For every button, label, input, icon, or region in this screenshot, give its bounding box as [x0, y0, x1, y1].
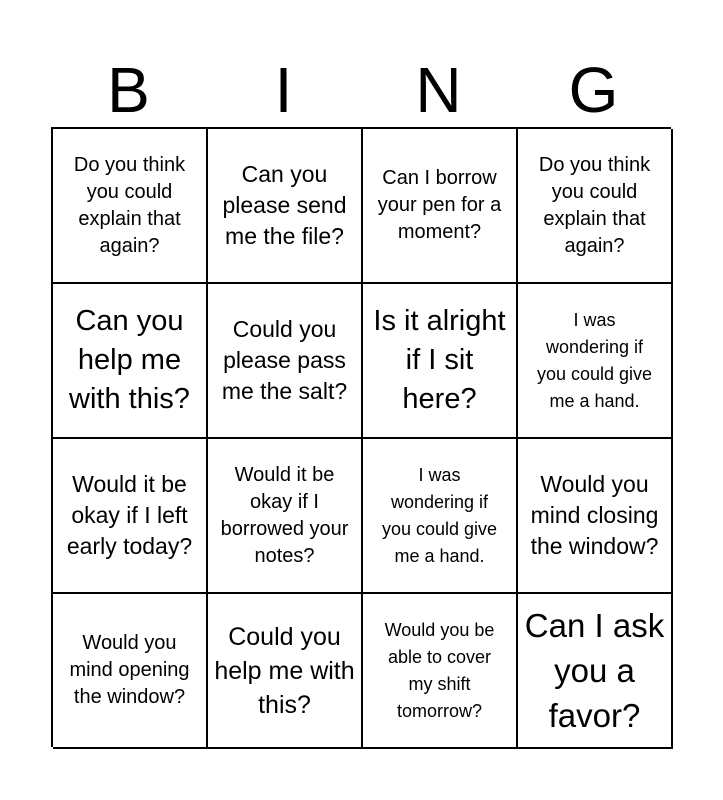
title-letter-b: B [107, 54, 150, 126]
bingo-cell[interactable]: Would you be able to cover my shift tomorrow? [363, 594, 518, 749]
bingo-cell[interactable]: Do you think you could explain that again? [53, 129, 208, 284]
bingo-cell[interactable]: Would it be okay if I borrowed your notes? [208, 439, 363, 594]
bingo-cell[interactable]: Can you please send me the file? [208, 129, 363, 284]
bingo-cell[interactable]: Could you please pass me the salt? [208, 284, 363, 439]
bingo-cell[interactable]: Can I ask you a favor? [518, 594, 673, 749]
title-letter-g: G [568, 54, 619, 126]
bingo-cell[interactable]: Do you think you could explain that again? [518, 129, 673, 284]
bingo-board [51, 127, 671, 747]
bingo-cell[interactable]: I was wondering if you could give me a hand. [363, 439, 518, 594]
bingo-cell[interactable]: Could you help me with this? [208, 594, 363, 749]
title-letter-i: I [274, 54, 293, 126]
bingo-cell[interactable]: I was wondering if you could give me a hand. [518, 284, 673, 439]
bingo-cell[interactable]: Would it be okay if I left early today? [53, 439, 208, 594]
bingo-cell[interactable]: Would you mind opening the window? [53, 594, 208, 749]
bingo-cell[interactable]: Can I borrow your pen for a moment? [363, 129, 518, 284]
bingo-cell[interactable]: Is it alright if I sit here? [363, 284, 518, 439]
bingo-title [51, 52, 671, 128]
title-letter-n: N [415, 54, 462, 126]
bingo-cell[interactable]: Can you help me with this? [53, 284, 208, 439]
bingo-cell[interactable]: Would you mind closing the window? [518, 439, 673, 594]
